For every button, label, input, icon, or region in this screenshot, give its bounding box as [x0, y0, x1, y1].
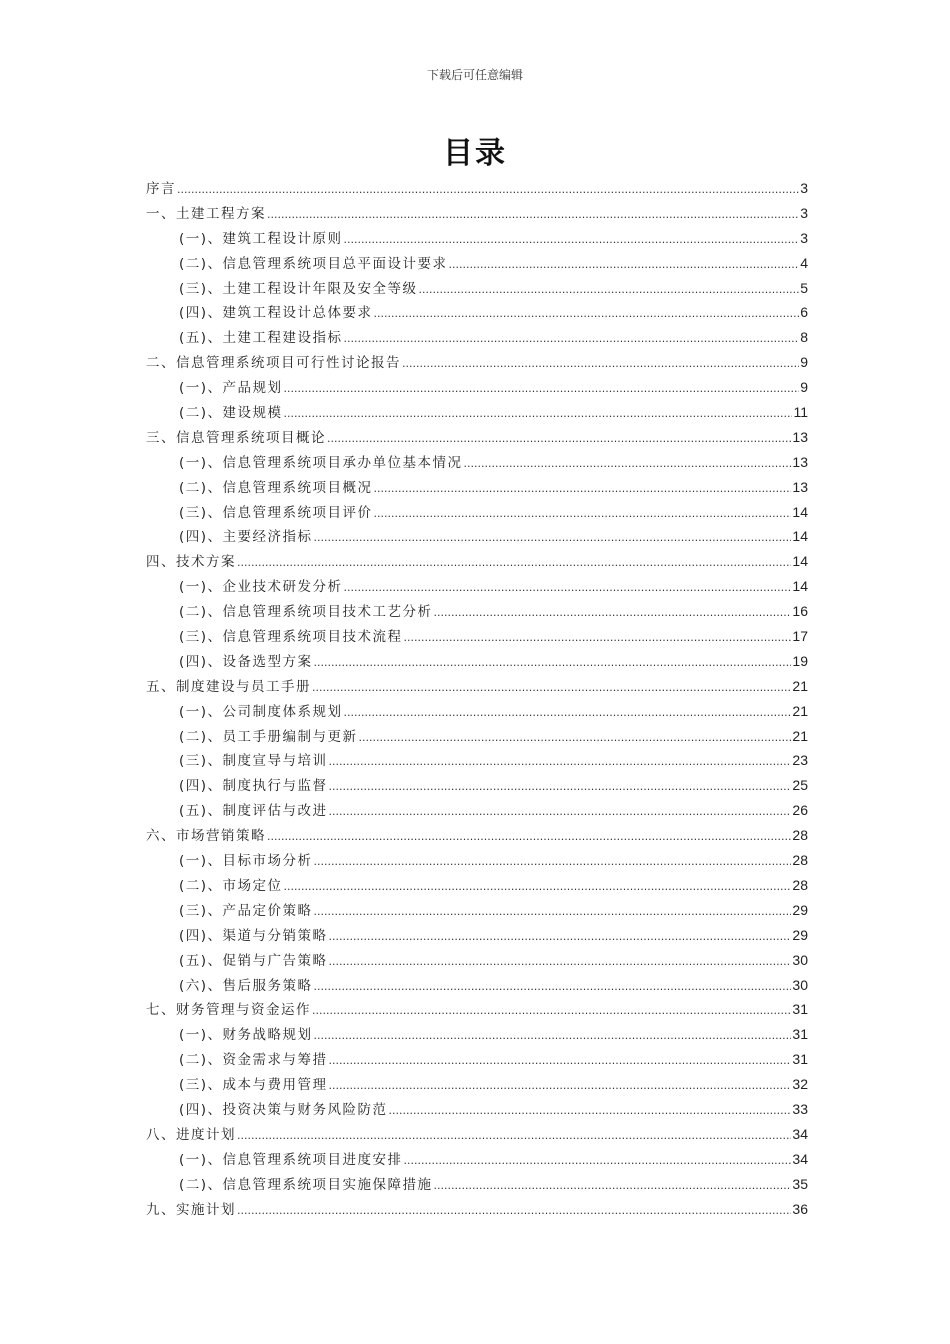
- toc-entry-page-number: 17: [792, 628, 808, 645]
- toc-entry-label: (二)、信息管理系统项目概况: [179, 479, 373, 496]
- toc-entry-label: (一)、企业技术研发分析: [179, 579, 343, 596]
- toc-entry-label: (四)、制度执行与监督: [179, 778, 328, 795]
- toc-entry-page-number: 11: [793, 404, 808, 421]
- toc-entry-label: 二、信息管理系统项目可行性讨论报告: [146, 355, 401, 372]
- toc-entry-label: (二)、资金需求与筹措: [179, 1052, 328, 1069]
- toc-entry[interactable]: [146, 549, 808, 574]
- toc-entry-page-number: 14: [792, 503, 808, 520]
- toc-dot-leader: [374, 502, 792, 527]
- toc-entry-label: (二)、建设规模: [179, 405, 283, 422]
- toc-entry[interactable]: [146, 649, 808, 674]
- toc-entry-label: (一)、信息管理系统项目承办单位基本情况: [179, 454, 463, 471]
- toc-entry[interactable]: [146, 599, 808, 624]
- toc-entry-label: 九、实施计划: [146, 1201, 236, 1218]
- toc-entry[interactable]: [146, 1047, 808, 1072]
- toc-dot-leader: [449, 253, 800, 278]
- toc-entry[interactable]: [146, 674, 808, 699]
- toc-dot-leader: [329, 1049, 792, 1074]
- toc-dot-leader: [374, 302, 800, 327]
- toc-entry-page-number: 30: [792, 951, 808, 968]
- toc-entry-page-number: 3: [800, 229, 808, 246]
- toc-dot-leader: [434, 1174, 792, 1199]
- toc-entry[interactable]: [146, 823, 808, 848]
- toc-dot-leader: [327, 427, 791, 452]
- toc-entry[interactable]: [146, 201, 808, 226]
- toc-entry[interactable]: [146, 699, 808, 724]
- toc-entry-page-number: 3: [800, 180, 808, 196]
- toc-dot-leader: [267, 825, 791, 850]
- toc-dot-leader: [329, 950, 792, 975]
- toc-entry[interactable]: [146, 1147, 808, 1172]
- toc-entry-page-number: 8: [800, 329, 808, 346]
- toc-entry-label: 七、财务管理与资金运作: [146, 1002, 311, 1019]
- toc-entry[interactable]: [146, 798, 808, 823]
- toc-dot-leader: [464, 452, 792, 477]
- toc-entry[interactable]: [146, 251, 808, 276]
- toc-entry-label: (三)、信息管理系统项目评价: [179, 504, 373, 521]
- toc-dot-leader: [344, 228, 800, 253]
- toc-entry-label: (一)、产品规划: [179, 380, 283, 397]
- toc-dot-leader: [404, 1149, 792, 1174]
- toc-entry[interactable]: [146, 1022, 808, 1047]
- toc-entry-page-number: 31: [792, 1051, 808, 1068]
- toc-entry-page-number: 21: [792, 677, 808, 694]
- toc-entry-label: (一)、信息管理系统项目进度安排: [179, 1151, 403, 1168]
- toc-entry-page-number: 9: [800, 379, 808, 396]
- toc-dot-leader: [329, 925, 792, 950]
- toc-entry-label: (三)、成本与费用管理: [179, 1077, 328, 1094]
- toc-entry-page-number: 33: [792, 1100, 808, 1117]
- toc-entry[interactable]: [146, 1122, 808, 1147]
- toc-entry-page-number: 25: [792, 777, 808, 794]
- toc-entry-page-number: 4: [800, 254, 808, 271]
- toc-entry-page-number: 3: [800, 204, 808, 221]
- toc-entry[interactable]: [146, 226, 808, 251]
- table-of-contents: [146, 176, 808, 1221]
- toc-entry-page-number: 28: [792, 852, 808, 869]
- toc-entry[interactable]: [146, 948, 808, 973]
- toc-dot-leader: [312, 676, 791, 701]
- toc-dot-leader: [329, 800, 792, 825]
- toc-entry-page-number: 34: [792, 1125, 808, 1142]
- toc-entry-label: (三)、产品定价策略: [179, 902, 313, 919]
- toc-entry[interactable]: [146, 1072, 808, 1097]
- toc-entry-page-number: 21: [792, 702, 808, 719]
- toc-entry-page-number: 21: [792, 727, 808, 744]
- toc-dot-leader: [267, 203, 799, 228]
- toc-entry-label: (四)、渠道与分销策略: [179, 927, 328, 944]
- toc-entry[interactable]: [146, 1197, 808, 1222]
- toc-dot-leader: [314, 651, 792, 676]
- toc-entry[interactable]: [146, 425, 808, 450]
- toc-entry-label: 序言: [146, 181, 176, 197]
- toc-entry-label: (四)、投资决策与财务风险防范: [179, 1101, 388, 1118]
- toc-entry-label: 八、进度计划: [146, 1126, 236, 1143]
- toc-dot-leader: [237, 1199, 791, 1224]
- toc-entry[interactable]: [146, 923, 808, 948]
- toc-entry[interactable]: [146, 1097, 808, 1122]
- toc-entry[interactable]: [146, 973, 808, 998]
- toc-entry[interactable]: [146, 873, 808, 898]
- toc-entry-label: (一)、财务战略规划: [179, 1027, 313, 1044]
- toc-entry-page-number: 13: [792, 428, 808, 445]
- toc-entry-page-number: 14: [792, 553, 808, 570]
- page-title: 目录: [443, 136, 507, 171]
- toc-entry-label: 四、技术方案: [146, 554, 236, 571]
- toc-entry[interactable]: [146, 375, 808, 400]
- toc-entry[interactable]: [146, 997, 808, 1022]
- toc-entry-page-number: 35: [792, 1175, 808, 1192]
- toc-entry-page-number: 14: [792, 578, 808, 595]
- toc-entry-label: (三)、制度宣导与培训: [179, 753, 328, 770]
- toc-entry-page-number: 16: [792, 603, 808, 620]
- toc-entry-page-number: 14: [792, 528, 808, 545]
- toc-entry-page-number: 30: [792, 976, 808, 993]
- toc-entry-label: (一)、目标市场分析: [179, 853, 313, 870]
- toc-entry-label: (三)、土建工程设计年限及安全等级: [179, 280, 418, 297]
- toc-entry-label: 一、土建工程方案: [146, 205, 266, 222]
- toc-entry-page-number: 13: [792, 453, 808, 470]
- toc-dot-leader: [329, 750, 792, 775]
- toc-dot-leader: [374, 477, 792, 502]
- toc-entry[interactable]: [146, 773, 808, 798]
- toc-entry-page-number: 29: [792, 901, 808, 918]
- toc-dot-leader: [434, 601, 792, 626]
- toc-entry[interactable]: [146, 574, 808, 599]
- toc-entry[interactable]: [146, 1172, 808, 1197]
- toc-entry[interactable]: [146, 325, 808, 350]
- toc-entry[interactable]: [146, 748, 808, 773]
- toc-dot-leader: [419, 278, 800, 303]
- toc-entry-label: 六、市场营销策略: [146, 828, 266, 845]
- toc-dot-leader: [314, 975, 792, 1000]
- toc-entry-label: (四)、建筑工程设计总体要求: [179, 305, 373, 322]
- toc-entry-page-number: 23: [792, 752, 808, 769]
- toc-entry-label: (三)、信息管理系统项目技术流程: [179, 629, 403, 646]
- toc-dot-leader: [314, 526, 792, 551]
- toc-dot-leader: [237, 551, 791, 576]
- toc-entry-label: (一)、公司制度体系规划: [179, 703, 343, 720]
- toc-dot-leader: [177, 178, 799, 203]
- toc-entry-label: (四)、设备选型方案: [179, 653, 313, 670]
- toc-entry-page-number: 5: [800, 279, 808, 296]
- toc-entry-label: (五)、土建工程建设指标: [179, 330, 343, 347]
- toc-dot-leader: [329, 775, 792, 800]
- toc-entry-label: (二)、信息管理系统项目总平面设计要求: [179, 255, 448, 272]
- header-note: 下载后可任意编辑: [426, 68, 523, 82]
- toc-dot-leader: [237, 1124, 791, 1149]
- toc-entry-page-number: 13: [792, 478, 808, 495]
- toc-entry-label: (二)、市场定位: [179, 877, 283, 894]
- toc-entry-page-number: 34: [792, 1150, 808, 1167]
- toc-entry-page-number: 28: [792, 827, 808, 844]
- toc-entry[interactable]: [146, 400, 808, 425]
- toc-entry[interactable]: [146, 500, 808, 525]
- toc-entry[interactable]: [146, 300, 808, 325]
- toc-entry-page-number: 19: [792, 652, 808, 669]
- toc-dot-leader: [329, 1074, 792, 1099]
- toc-entry[interactable]: [146, 524, 808, 549]
- toc-entry[interactable]: [146, 848, 808, 873]
- toc-entry-label: (五)、制度评估与改进: [179, 803, 328, 820]
- toc-dot-leader: [312, 999, 791, 1024]
- toc-entry[interactable]: [146, 450, 808, 475]
- toc-entry-page-number: 32: [792, 1076, 808, 1093]
- toc-entry-label: (六)、售后服务策略: [179, 977, 313, 994]
- toc-entry-page-number: 26: [792, 802, 808, 819]
- toc-dot-leader: [402, 352, 799, 377]
- toc-entry-label: (四)、主要经济指标: [179, 529, 313, 546]
- toc-entry-page-number: 28: [792, 876, 808, 893]
- toc-entry-page-number: 31: [792, 1026, 808, 1043]
- toc-entry-label: 五、制度建设与员工手册: [146, 678, 311, 695]
- toc-entry-page-number: 31: [792, 1001, 808, 1018]
- toc-entry[interactable]: [146, 176, 808, 201]
- toc-entry[interactable]: [146, 475, 808, 500]
- toc-entry[interactable]: [146, 898, 808, 923]
- toc-entry-label: (二)、员工手册编制与更新: [179, 728, 358, 745]
- toc-dot-leader: [284, 377, 800, 402]
- toc-entry-label: (二)、信息管理系统项目实施保障措施: [179, 1176, 433, 1193]
- toc-dot-leader: [344, 701, 792, 726]
- toc-dot-leader: [389, 1099, 792, 1124]
- toc-dot-leader: [314, 900, 792, 925]
- toc-dot-leader: [284, 875, 792, 900]
- toc-dot-leader: [284, 402, 793, 427]
- toc-dot-leader: [359, 726, 792, 751]
- toc-entry-label: (一)、建筑工程设计原则: [179, 230, 343, 247]
- toc-entry[interactable]: [146, 724, 808, 749]
- toc-entry-label: (二)、信息管理系统项目技术工艺分析: [179, 604, 433, 621]
- toc-entry-page-number: 9: [800, 354, 808, 371]
- toc-dot-leader: [344, 576, 792, 601]
- toc-dot-leader: [314, 1024, 792, 1049]
- toc-entry-label: 三、信息管理系统项目概论: [146, 429, 326, 446]
- toc-entry[interactable]: [146, 350, 808, 375]
- toc-entry-label: (五)、促销与广告策略: [179, 952, 328, 969]
- toc-entry[interactable]: [146, 624, 808, 649]
- toc-dot-leader: [404, 626, 792, 651]
- toc-entry-page-number: 36: [792, 1200, 808, 1217]
- toc-entry[interactable]: [146, 276, 808, 301]
- toc-dot-leader: [314, 850, 792, 875]
- toc-entry-page-number: 6: [800, 304, 808, 321]
- toc-entry-page-number: 29: [792, 926, 808, 943]
- toc-dot-leader: [344, 327, 800, 352]
